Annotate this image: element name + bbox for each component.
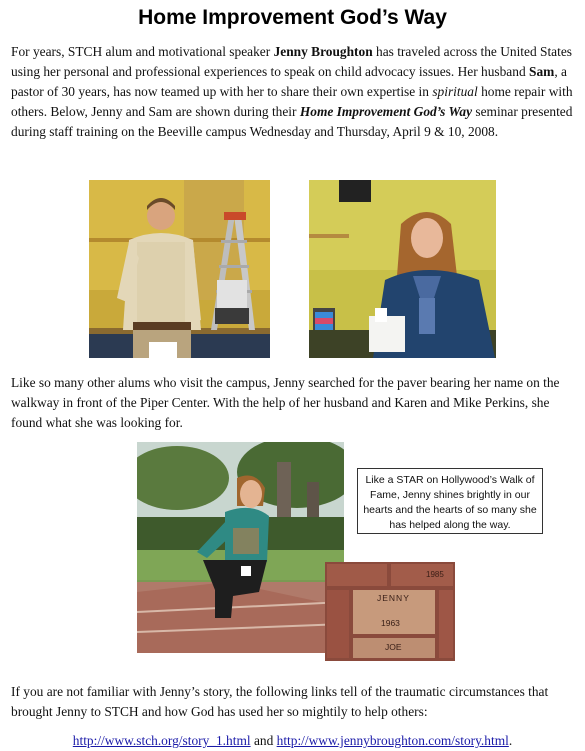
paver-name: JENNY — [377, 593, 410, 603]
intro-italic-spiritual: spiritual — [432, 84, 478, 99]
page-title: Home Improvement God’s Way — [138, 6, 447, 29]
closing-paragraph: If you are not familiar with Jenny’s story, the following links tell of the traumatic circumstances that brought Jenny to STCH and how God has used her so mightily to help others: — [11, 684, 549, 719]
intro-name-sam: Sam — [529, 64, 555, 79]
paver-paragraph: Like so many other alums who visit the campus, Jenny searched for the paver bearing her name on the walkway in front of the Piper Center. With the help of her husband and Karen and Mike Perkins, she found what she was looking for. — [11, 375, 560, 430]
photo-paver — [325, 562, 455, 661]
intro-text-2: has traveled across the United States using her personal and professional experiences to speak on child advocacy issues. Her husband — [11, 44, 572, 79]
intro-name-jenny: Jenny Broughton — [273, 44, 373, 59]
intro-paragraph — [11, 42, 577, 142]
paver-bottom-name: JOE — [385, 642, 402, 652]
links-end: . — [508, 733, 513, 748]
intro-text-3: , a pastor of 30 years, has now teamed up with her to share their own expertise in — [11, 64, 567, 99]
intro-seminar-title: Home Improvement God’s Way — [299, 104, 473, 119]
star-caption: Like a STAR on Hollywood’s Walk of Fame, Jenny shines brightly in our hearts and the hearts of so many she has helped along the way. — [357, 468, 543, 534]
link-jenny-story[interactable]: http://www.jennybroughton.com/story.html — [276, 733, 509, 748]
story-links — [0, 733, 585, 749]
link-stch-story[interactable]: http://www.stch.org/story_1.html — [72, 733, 251, 748]
links-and: and — [250, 733, 277, 748]
intro-text-4: home repair with others. Below, Jenny and Sam are shown during their — [11, 84, 573, 119]
photo-jenny-kneeling — [137, 442, 344, 653]
photo-sam — [89, 180, 270, 358]
photo-jenny — [309, 180, 496, 358]
paver-year: 1963 — [381, 618, 400, 628]
paver-year-corner: 1985 — [426, 570, 444, 579]
intro-text-5: seminar presented during staff training on the Beeville campus Wednesday and Thursday, April 9 & 10, 2008. — [11, 104, 573, 139]
intro-text-1: For years, STCH alum and motivational speaker — [11, 44, 274, 59]
